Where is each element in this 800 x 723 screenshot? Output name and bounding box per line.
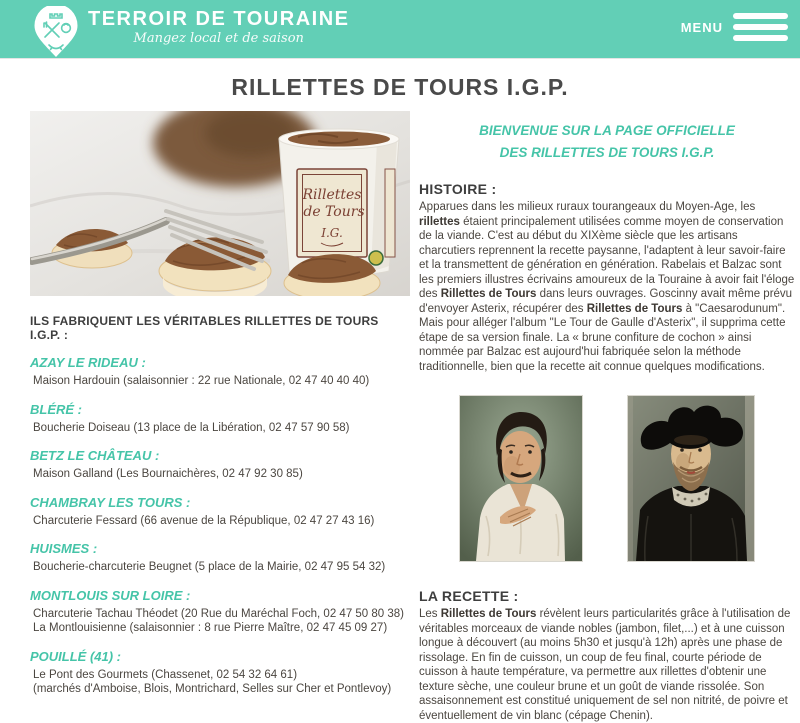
producer-line: Maison Galland (Les Bournaichères, 02 47 92 30 85) [33,468,303,480]
welcome-line1: BIENVENUE SUR LA PAGE OFFICIELLE [479,123,735,138]
portraits-row [419,395,795,562]
recette-paragraph: Les Rillettes de Tours révèlent leurs particularités grâce à l'utilisation de véritables morceaux de viande nobles (jambon, filet,...) et à une cuisson longue à découvert (au moins 5h30 et jusqu'à 12h) après une phase de rissolage. En fin de cuisson, un coup de feu final, courte période de cuisson à haute température, va permettre aux rillettes d'obtenir une texture sèche, une couleur brune et un goût de viande rissolée. Son assaisonnement est constitué uniquement de sel non nitrité, de poivre et éventuellement de vin blanc (cépage Chenin). [419,608,791,722]
brand-logo[interactable] [33,6,79,58]
right-column [419,111,795,723]
histoire-paragraph: Apparues dans les milieux ruraux tourangeaux du Moyen-Age, les rillettes étaient principalement utilisées comme moyen de conservation de la viande. C'est au début du XIXème siècle que les artisans charcutiers reprennent la recette paysanne, l'adaptent à leur savoir-faire et la transmettent de génération en génération. Rabelais et Balzac sont les premiers illustres écrivains amoureux de la Touraine à avoir fait l'éloge des Rillettes de Tours dans leurs ouvrages. Goscinny avait même prévu d'envoyer Asterix, récupérer des Rillettes de Tours à "Caesarodunum". Mais pour alléger l'album "Le Tour de Gaulle d'Asterix", il supprima cette étape de sa version finale. La « brune confiture de cochon » ainsi nommée par Balzac est aujourd'hui fabriquée selon la méthode traditionnelle, bien que la recette ait connue quelques modifications. [419,201,795,373]
hamburger-icon [733,13,788,41]
producer-line: Boucherie-charcuterie Beugnet (5 place de la Mairie, 02 47 95 54 32) [33,561,386,573]
producer-line: Boucherie Doiseau (13 place de la Libération, 02 47 57 90 58) [33,421,350,434]
svg-text:Rillettes: Rillettes [302,187,362,203]
producer-line: La Montlouisienne (salaisonnier : 8 rue Pierre Maître, 02 47 45 09 27) [33,622,388,634]
left-column [30,111,410,723]
recette-heading: LA RECETTE : [419,588,519,604]
producer-list [30,355,410,697]
main-content [0,111,800,723]
producer-city: POUILLÉ (41) : [30,648,122,664]
producer-line: Le Pont des Gourmets (Chassenet, 02 54 32 64 61) [33,668,298,681]
rillettes-food-photo [30,111,410,296]
welcome-line2: DES RILLETTES DE TOURS I.G.P. [499,145,715,160]
producer-line: Charcuterie Fessard (66 avenue de la République, 02 47 27 43 16) [33,514,375,527]
producer-city: AZAY LE RIDEAU : [30,355,146,370]
producer-entry [30,448,410,482]
site-header [0,0,800,58]
producer-entry [30,649,410,697]
rabelais-portrait [627,395,755,562]
producer-line: (marchés d'Amboise, Blois, Montrichard, Selles sur Cher et Pontlevoy) [33,683,392,695]
menu-label: MENU [680,19,723,35]
brand-title: TERROIR DE TOURAINE [88,8,350,30]
producer-entry [30,495,410,529]
svg-text:de Tours: de Tours [303,204,365,220]
welcome-heading [419,120,795,164]
producer-city: BLÉRÉ : [30,401,82,417]
producer-entry [30,402,410,436]
producer-city: HUISMES : [30,541,98,556]
producer-line: Charcuterie Tachau Théodet (20 Rue du Maréchal Foch, 02 47 50 80 38) [33,607,405,620]
producer-city: MONTLOUIS SUR LOIRE : [30,587,191,603]
menu-button[interactable] [681,13,788,41]
brand-tagline: Mangez local et de saison [133,31,304,46]
producer-line: Maison Hardouin (salaisonnier : 22 rue Nationale, 02 47 40 40 40) [33,375,370,387]
producer-entry [30,588,410,636]
producer-city: CHAMBRAY LES TOURS : [30,494,191,510]
producer-city: BETZ LE CHÂTEAU : [30,448,160,463]
producer-entry [30,541,410,575]
svg-text:I.G.: I.G. [321,226,343,240]
map-pin-food-icon [33,6,79,58]
brand-block [88,8,349,46]
producers-heading: ILS FABRIQUENT LES VÉRITABLES RILLETTES DE TOURS I.G.P. : [30,314,379,342]
histoire-heading: HISTOIRE : [419,181,497,197]
balzac-portrait [459,395,583,562]
producer-entry [30,355,410,389]
page-title: RILLETTES DE TOURS I.G.P. [231,74,569,100]
